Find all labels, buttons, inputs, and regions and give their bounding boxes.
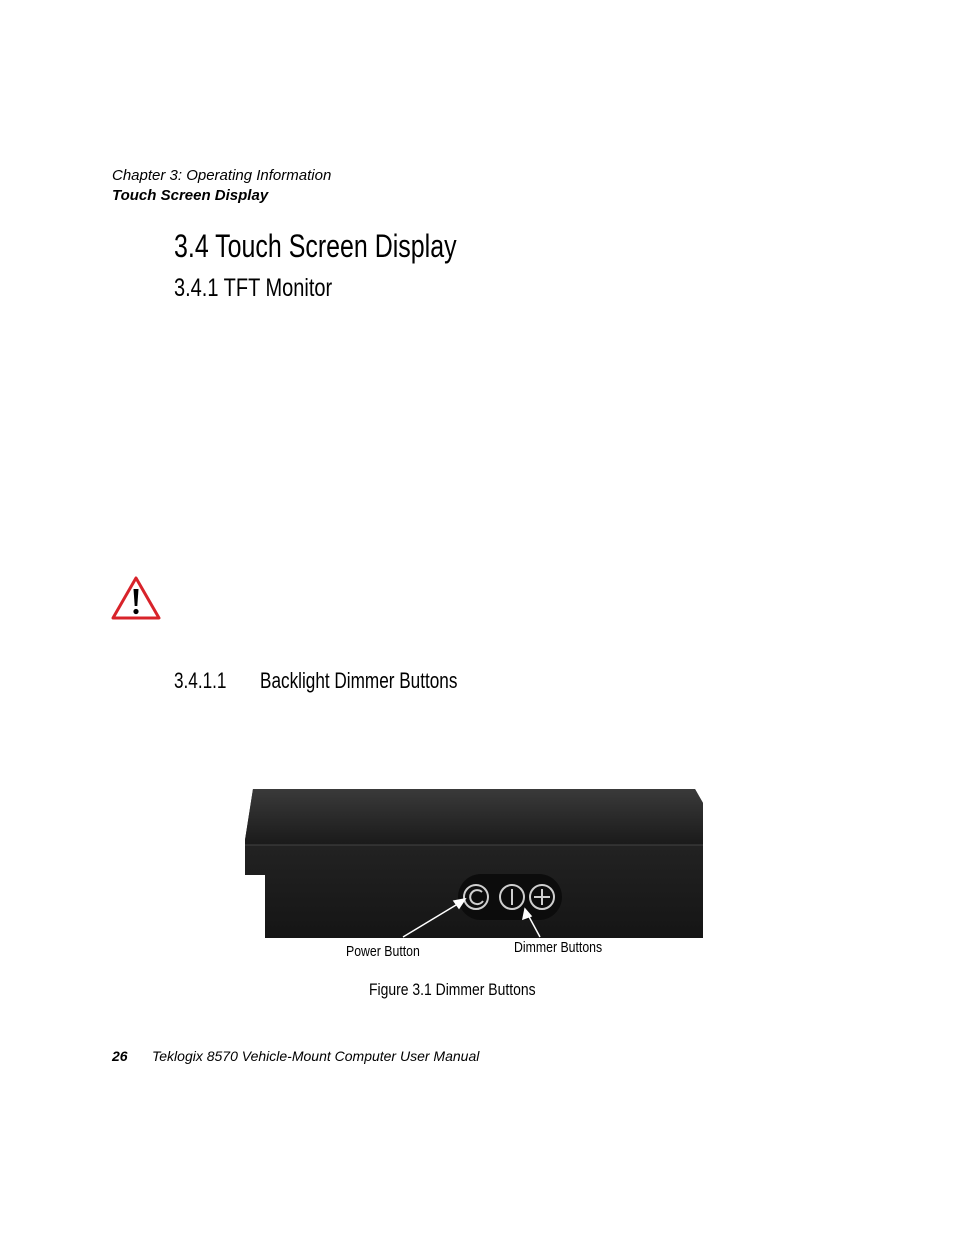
dimmer-buttons-figure: [243, 785, 705, 942]
running-header-section: Touch Screen Display: [112, 187, 269, 204]
warning-icon: [110, 575, 162, 621]
section-heading: 3.4 Touch Screen Display: [174, 228, 457, 264]
subsection-heading: 3.4.1 TFT Monitor: [174, 274, 333, 302]
subsubsection-title: Backlight Dimmer Buttons: [260, 668, 458, 693]
page-number: 26: [112, 1048, 128, 1064]
footer-manual-title: Teklogix 8570 Vehicle-Mount Computer User Manual: [152, 1048, 480, 1064]
figure-caption: Figure 3.1 Dimmer Buttons: [369, 980, 536, 999]
dimmer-buttons-label: Dimmer Buttons: [514, 939, 603, 956]
running-header-chapter: Chapter 3: Operating Information: [112, 167, 332, 184]
subsubsection-number: 3.4.1.1: [174, 668, 227, 693]
device-top-edge: [245, 789, 703, 845]
power-button-label: Power Button: [346, 943, 420, 960]
